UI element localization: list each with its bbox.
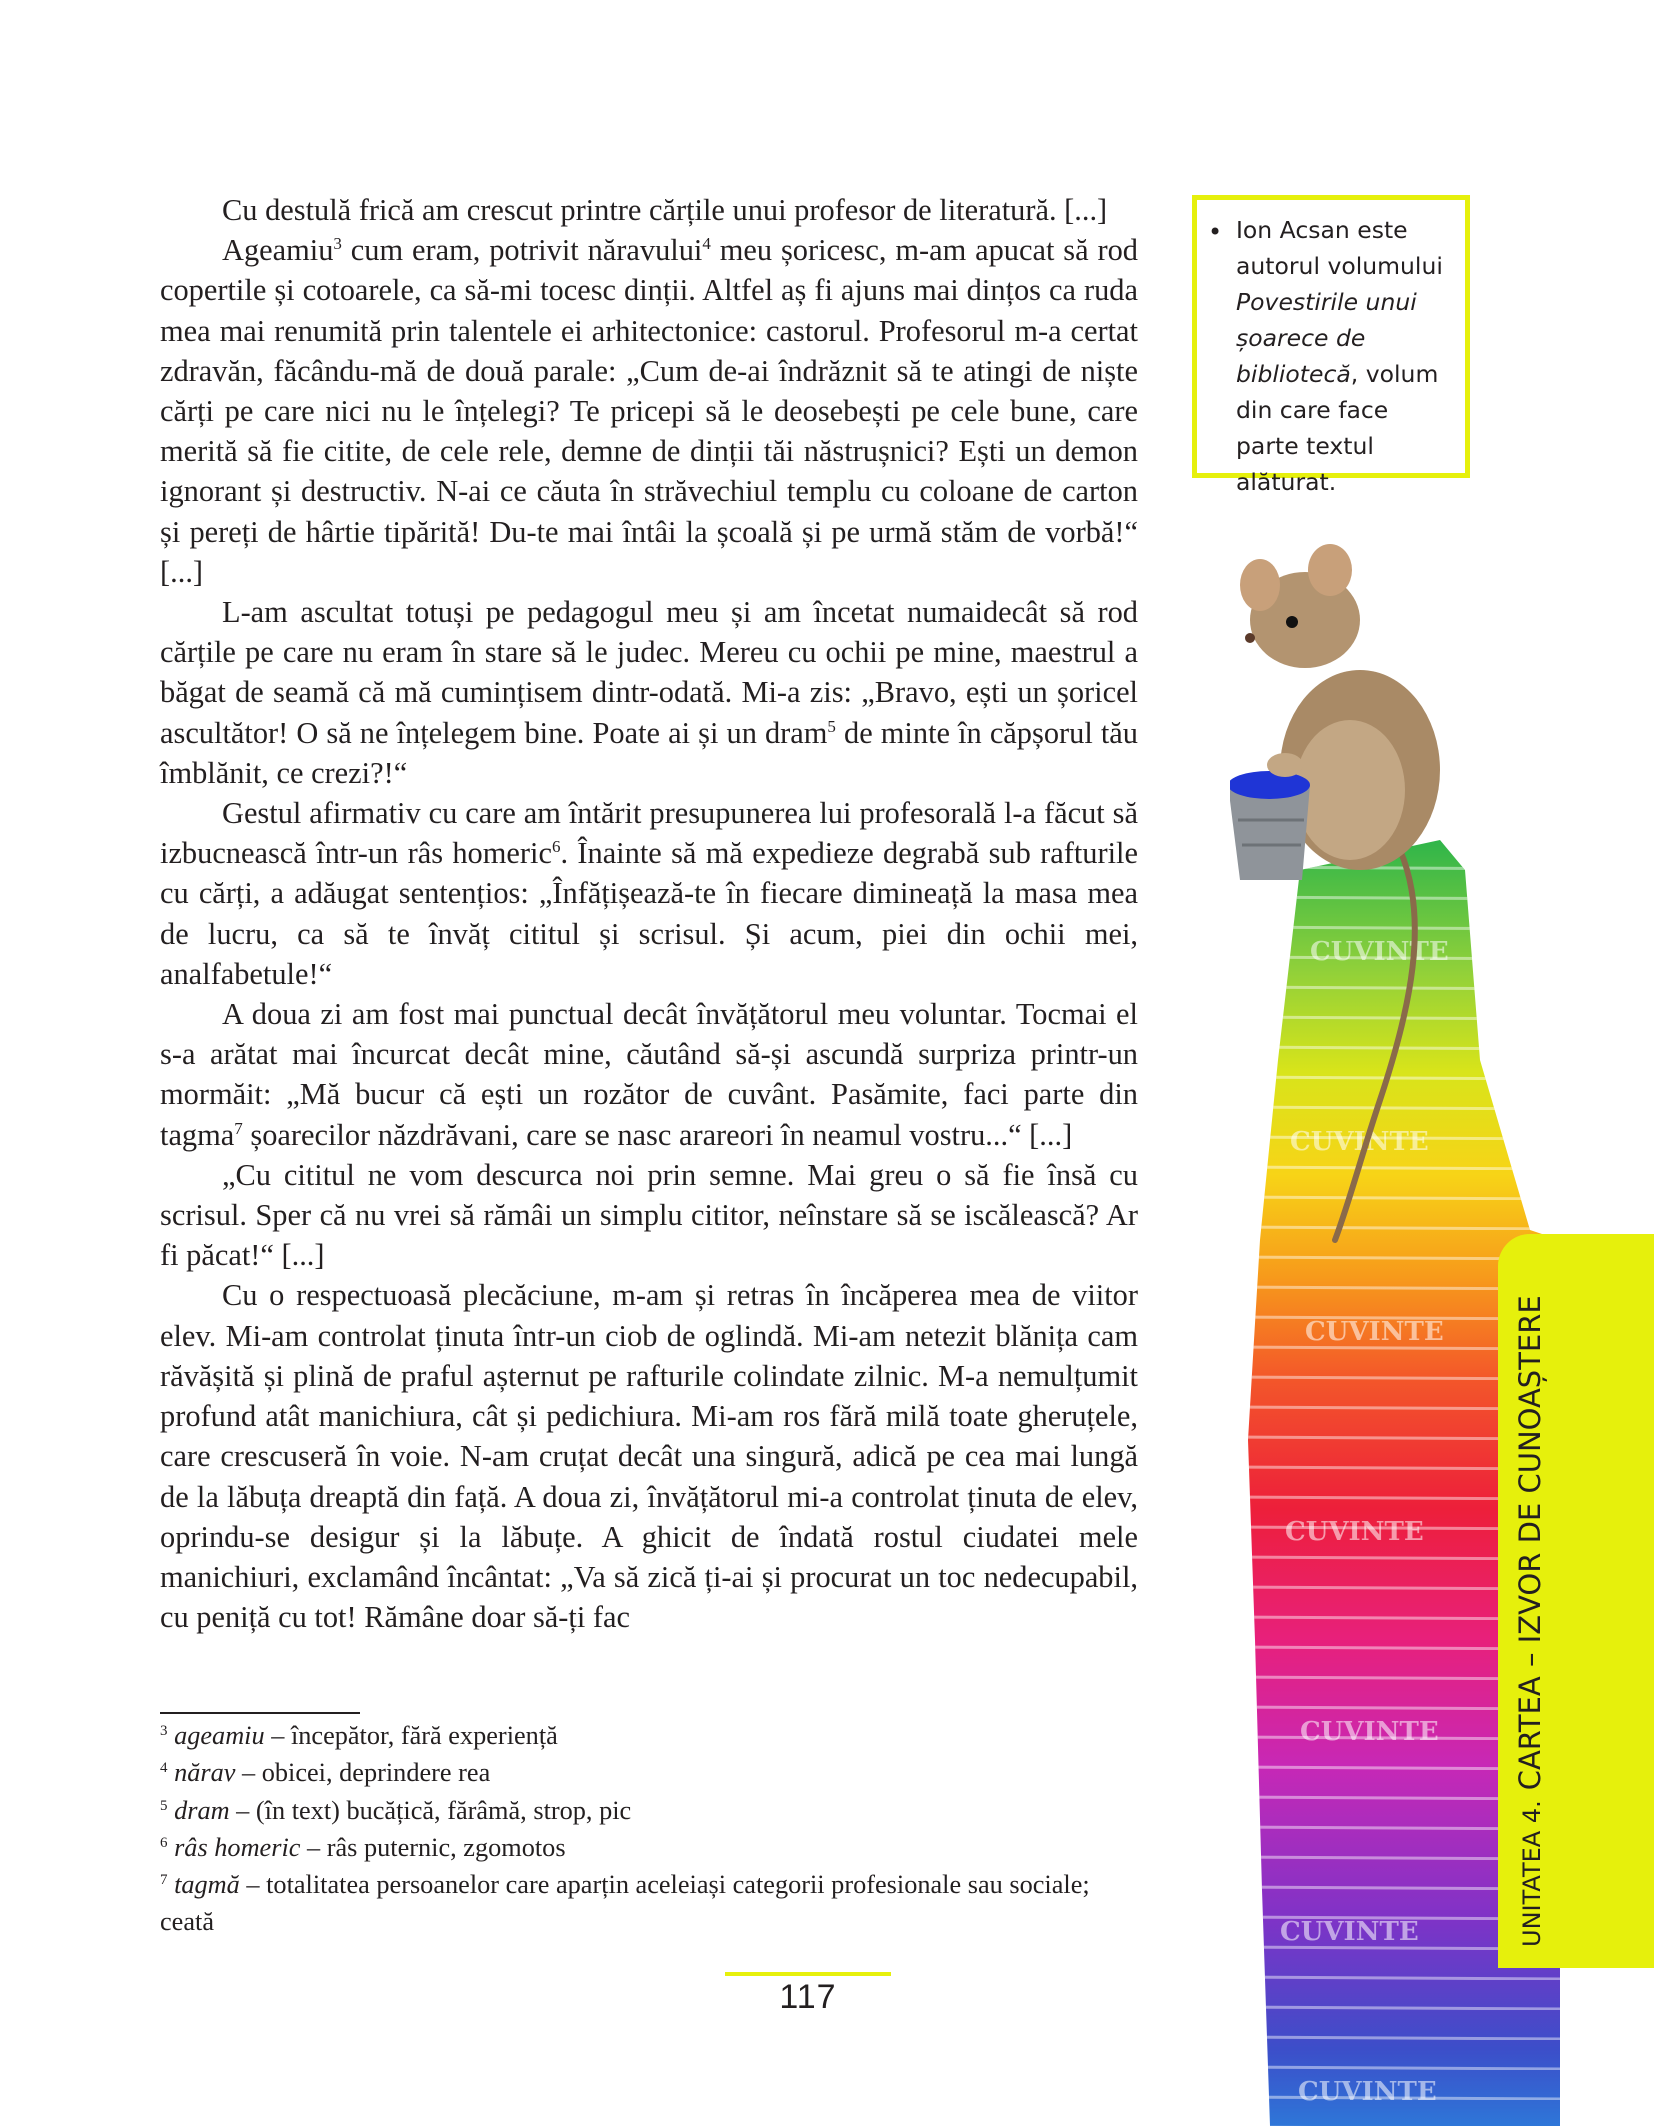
author-note-text	[1236, 212, 1457, 500]
paragraph-1-text: Cu destulă frică am crescut printre cărțile unui profesor de literatură. [...]	[222, 193, 1108, 227]
stack-word-label: CUVINTE	[1280, 1917, 1419, 1947]
footnote-ref-3[interactable]: 3	[333, 234, 342, 254]
footnotes	[160, 1717, 1140, 1941]
stack-word-label: CUVINTE	[1310, 937, 1449, 967]
paragraph-3-text-a: L-am ascultat totuși pe pedagogul meu și am încetat numaidecât să rod cărțile pe care nu eram în stare să le judec. Mereu cu ochii pe mine, maestrul a băgat de seamă că mă cumințisem dintr-odată. Mi-a zis: „Bravo, ești un șoricel ascultător! O să ne înțelegem bine. Poate ai și un dram	[160, 595, 1138, 750]
stack-word-label: CUVINTE	[1300, 1717, 1439, 1747]
footnote-ref-4[interactable]: 4	[702, 234, 711, 254]
footnote-definition: – începător, fără experiență	[264, 1721, 558, 1750]
footnote-term: tagmă	[174, 1870, 240, 1900]
footnote-divider	[160, 1712, 360, 1714]
paragraph-5-text-b: șoarecilor năzdrăvani, care se nasc arareori în neamul vostru...“ [...]	[242, 1117, 1073, 1152]
main-text	[160, 190, 1138, 1637]
stack-word-label: CUVINTE	[1305, 1317, 1444, 1347]
mouse-eye	[1286, 616, 1298, 628]
footnote-5	[160, 1792, 1140, 1829]
paragraph-7	[160, 1275, 1138, 1637]
footnote-term: râs homeric	[174, 1832, 301, 1862]
unit-number: UNITATEA 4.	[1518, 1800, 1546, 1947]
footnote-ref-5[interactable]: 5	[827, 716, 836, 736]
paragraph-7-text: Cu o respectuoasă plecăciune, m-am și retras în încăperea mea de viitor elev. Mi-am controlat ținuta într-un ciob de oglindă. Mi-am netezit blănița cam răvășită și plină de praful așternut pe rafturile colindate zilnic. M-a nemulțumit profund atât manichiura, cât și pedichiura. Mi-am ros fără milă toate gheruțele, care crescuseră în voie. N-am cruțat decât una singură, adică pe cea mai lungă de la lăbuța dreaptă din față. A doua zi, învățătorul mi-a controlat ținuta de elev, oprindu-se desigur și la lăbuțe. A ghicit de îndată rostul ciudatei mele manichiuri, exclamând încântat: „Va să zică ți-ai și procurat un toc nedecupabil, cu peniță cu tot! Rămâne doar să-ți fac	[160, 1278, 1138, 1635]
paragraph-4	[160, 793, 1138, 994]
paragraph-3	[160, 592, 1138, 793]
author-note-text-before: Ion Acsan este autorul volumului	[1236, 216, 1443, 280]
book-title: Povestirile unui șoarece de bibliotecă	[1236, 288, 1417, 388]
unit-title: CARTEA – IZVOR DE CUNOAȘTERE	[1513, 1295, 1547, 1791]
paragraph-4-text-a: Gestul afirmativ cu care am întărit presupunerea lui profesorală l-a făcut să izbucnească într-un râs homeric	[160, 796, 1138, 871]
paragraph-5-text-a: A doua zi am fost mai punctual decât învățătorul meu voluntar. Tocmai el s-a arătat mai încurcat decât mine, căutând să-și ascundă surpriza printr-un mormăit: „Mă bucur că ești un rozător de cuvânt. Pasămite, faci parte din tagma	[160, 997, 1138, 1152]
mouse-ear-right	[1308, 544, 1352, 596]
page-number-rule	[725, 1972, 891, 1976]
footnote-term: dram	[174, 1795, 230, 1825]
footnote-ref-6[interactable]: 6	[551, 837, 561, 857]
paragraph-2	[160, 230, 1138, 592]
paragraph-2-text-b: meu șoricesc, m-am apucat să rod copertile și cotoarele, ca să-mi tocesc dinții. Altfel aș fi ajuns mai dințos ca ruda mea mai renumită prin talentele ei arhitectonice: castorul. Profesorul m-a certat zdravăn, făcându-mă de două parale: „Cum de-ai îndrăznit să te atingi de niște cărți pe care nici nu le înțelegi? Te pricepi să le deosebești pe cele bune, care merită să fie citite, de cele rele, demne de dinții tăi năstrușnici? Ești un demon ignorant și destructiv. N-ai ce căuta în străvechiul templu cu coloane de carton și pereți de hârtie tipărită! Du-te mai întâi la școală și pe urmă stăm de vorbă!“ [...]	[160, 233, 1138, 589]
footnote-definition: – obicei, deprindere rea	[235, 1758, 491, 1788]
footnote-7	[160, 1866, 1140, 1941]
stack-word-label: CUVINTE	[1298, 2077, 1437, 2107]
mouse-ear-left	[1240, 559, 1280, 611]
footnote-definition: – totalitatea persoanelor care aparțin aceleiași categorii profesionale sau sociale; ceată	[160, 1870, 1090, 1937]
footnote-number: 4	[160, 1760, 168, 1777]
footnote-4	[160, 1754, 1140, 1791]
stack-word-label: CUVINTE	[1285, 1517, 1424, 1547]
footnote-number: 6	[160, 1834, 168, 1851]
stack-word-label: CUVINTE	[1290, 1127, 1429, 1157]
footnote-definition: – râs puternic, zgomotos	[300, 1832, 566, 1862]
paragraph-3-text-b: de minte în căpșorul tău îmblănit, ce crezi?!“	[160, 715, 1138, 790]
footnote-number: 5	[160, 1797, 168, 1814]
footnote-3	[160, 1717, 1140, 1754]
footnote-term: ageamiu	[174, 1721, 265, 1750]
page-number: 117	[779, 1978, 837, 2016]
unit-tab-label	[1510, 1227, 1550, 1947]
paragraph-5	[160, 994, 1138, 1155]
footnote-ref-7[interactable]: 7	[234, 1118, 243, 1138]
author-note-box	[1192, 195, 1470, 496]
paragraph-1	[160, 190, 1138, 230]
paragraph-2-text-a: cum eram, potrivit năravului	[341, 233, 703, 268]
mouse-paw	[1267, 753, 1303, 777]
footnote-term: nărav	[174, 1758, 236, 1788]
bullet-icon: •	[1208, 218, 1223, 246]
paragraph-4-text-b: . Înainte să mă expedieze degrabă sub rafturile cu cărți, a adăugat sentențios: „Înfățișează-te în fiecare dimineață la masa mea de lucru, ca să te învăț cititul și scrisul. Și acum, piei din ochii mei, analfabetule!“	[160, 836, 1138, 991]
ink-thimble	[1230, 785, 1310, 880]
author-note-text-after: , volum din care face parte textul alăturat.	[1236, 360, 1439, 496]
paragraph-6-text: „Cu cititul ne vom descurca noi prin semne. Mai greu o să fie însă cu scrisul. Sper că nu vrei să rămâi un simplu cititor, neînstare să se iscălească? Ar fi păcat!“ [...]	[160, 1157, 1138, 1273]
paragraph-6	[160, 1155, 1138, 1276]
footnote-number: 7	[160, 1872, 168, 1889]
footnote-definition: – (în text) bucățică, fărâmă, strop, pic	[229, 1795, 632, 1825]
word-ageamiu: Ageamiu	[222, 233, 334, 268]
footnote-number: 3	[160, 1723, 168, 1739]
footnote-6	[160, 1829, 1140, 1866]
